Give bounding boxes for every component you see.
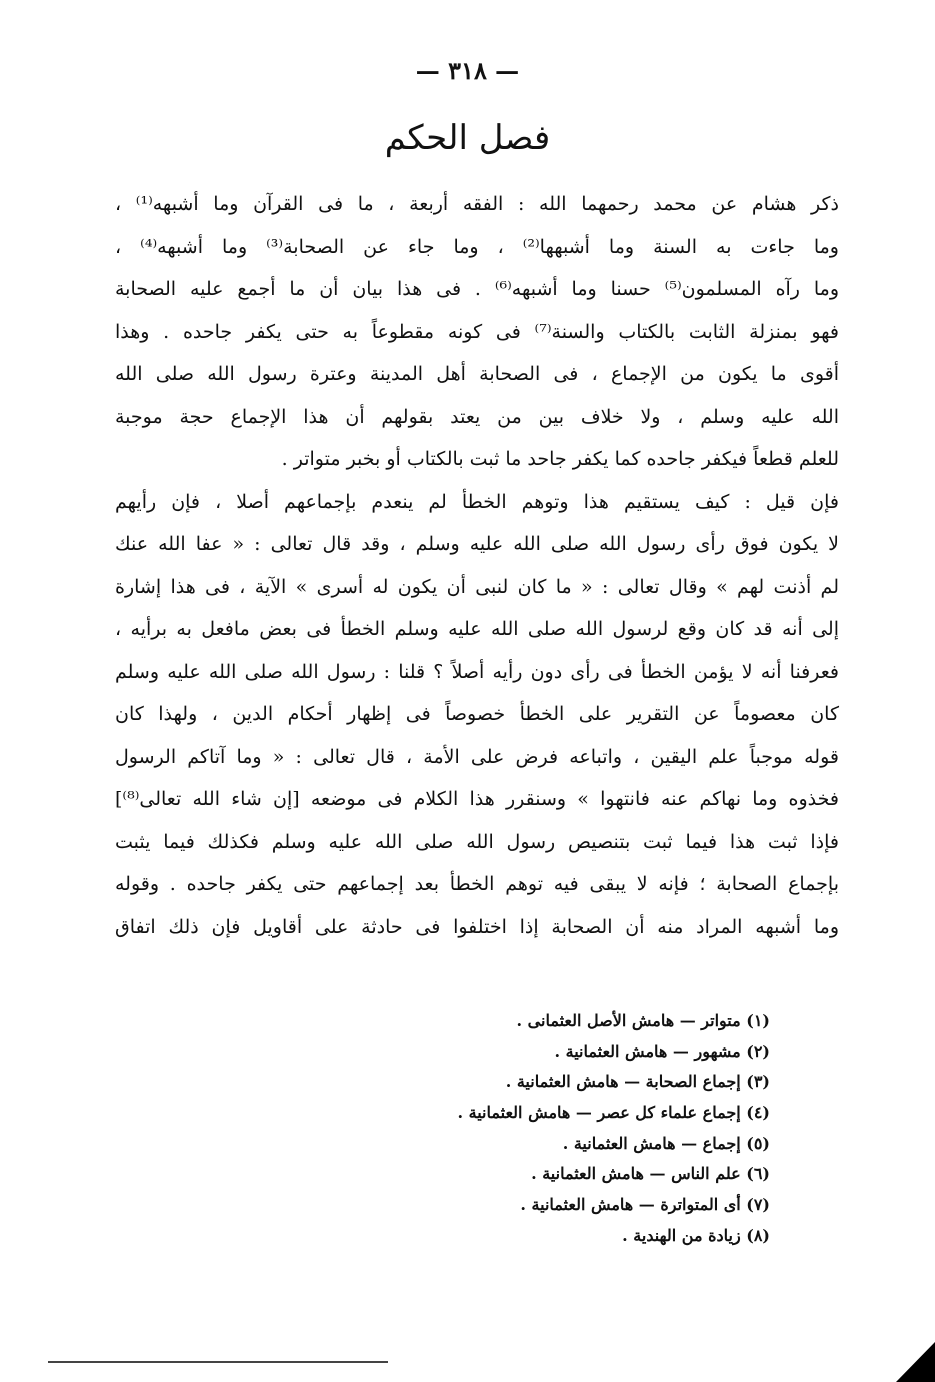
text-line: فإذا ثبت هذا فيما ثبت بتنصيص رسول الله صلى الله عليه وسلم فكذلك فيما يثبت [115, 830, 839, 853]
text-line: وما جاءت به السنة وما أشبهها⁽²⁾ ، وما جاء عن الصحابة⁽³⁾ وما أشبهه⁽⁴⁾ ، [115, 235, 839, 258]
footnote-2: (٢) مشهور — هامش العثمانية . [554, 1041, 770, 1061]
text-line: الله عليه وسلم ، ولا خلاف بين من يعتد بقولهم أن هذا الإجماع حجة موجبة [115, 405, 839, 428]
footnote-8: (٨) زيادة من الهندية . [622, 1225, 770, 1245]
footnote-3: (٣) إجماع الصحابة — هامش العثمانية . [505, 1072, 770, 1092]
page-number: — ٣١٨ — [415, 56, 520, 85]
text-line: قوله موجباً علم اليقين ، واتباعه فرض على الأمة ، قال تعالى : « وما آتاكم الرسول [115, 745, 839, 768]
footnote-7: (٧) أى المتواترة — هامش العثمانية . [520, 1195, 770, 1215]
text-line: أقوى ما يكون من الإجماع ، فى الصحابة أهل المدينة وعترة رسول الله صلى الله [115, 363, 839, 385]
footnote-4: (٤) إجماع علماء كل عصر — هامش العثمانية . [457, 1103, 770, 1123]
text-line: وما أشبهه المراد منه أن الصحابة إذا اختلفوا فى حادثة على أقاويل فإن ذلك اتفاق [115, 915, 840, 938]
text-line: فخذوه وما نهاكم عنه فانتهوا » وسنقرر هذا الكلام فى موضعه [إن شاء الله تعالى⁽⁸⁾] [115, 788, 839, 810]
footnote-6: (٦) علم الناس — هامش العثمانية . [531, 1164, 770, 1184]
text-line: كان معصوماً عن التقرير على الخطأ خصوصاً فى إظهار أحكام الدين ، ولهذا كان [115, 703, 839, 725]
text-line: للعلم قطعاً فيكفر جاحده كما يكفر جاحد ما ثبت بالكتاب أو بخبر متواتر . [281, 448, 839, 470]
footnotes [420, 1006, 770, 1252]
text-line: ذكر هشام عن محمد رحمهما الله : الفقه أربعة ، ما فى القرآن وما أشبهه⁽¹⁾ ، [115, 193, 839, 215]
text-line: فهو بمنزلة الثابت بالكتاب والسنة⁽⁷⁾ فى كونه مقطوعاً به حتى يكفر جاحده . وهذا [115, 320, 839, 343]
text-line: بإجماع الصحابة ؛ فإنه لا يبقى فيه توهم الخطأ بعد إجماعهم حتى يكفر جاحده . وقوله [115, 873, 839, 895]
bottom-rule [48, 1361, 388, 1363]
text-line: فإن قيل : كيف يستقيم هذا وتوهم الخطأ لم ينعدم بإجماعهم أصلا ، فإن رأيهم [115, 490, 839, 513]
footnote-1: (١) متواتر — هامش الأصل العثمانى . [516, 1011, 770, 1030]
text-line: وما رآه المسلمون⁽⁵⁾ حسنا وما أشبهه⁽⁶⁾ . فى هذا بيان أن ما أجمع عليه الصحابة [115, 278, 840, 300]
text-line: لا يكون فوق رأى رسول الله صلى الله عليه وسلم ، وقد قال تعالى : « عفا الله عنك [115, 533, 839, 555]
text-line: فعرفنا أنه لا يؤمن الخطأ فى رأى دون رأيه أصلاً ؟ قلنا : رسول الله صلى الله عليه وسلم [115, 660, 839, 683]
body-text [115, 183, 839, 948]
page-corner-mark [896, 1342, 935, 1382]
text-line: إلى أنه قد كان وقع لرسول الله صلى الله عليه وسلم الخطأ فى بعض مافعل به برأيه ، [115, 618, 839, 640]
text-line: لم أذنت لهم » وقال تعالى : « ما كان لنبى أن يكون له أسرى » الآية ، فى هذا إشارة [115, 575, 839, 598]
section-title: فصل الحكم [384, 118, 551, 158]
footnote-5: (٥) إجماع — هامش العثمانية . [562, 1133, 770, 1153]
